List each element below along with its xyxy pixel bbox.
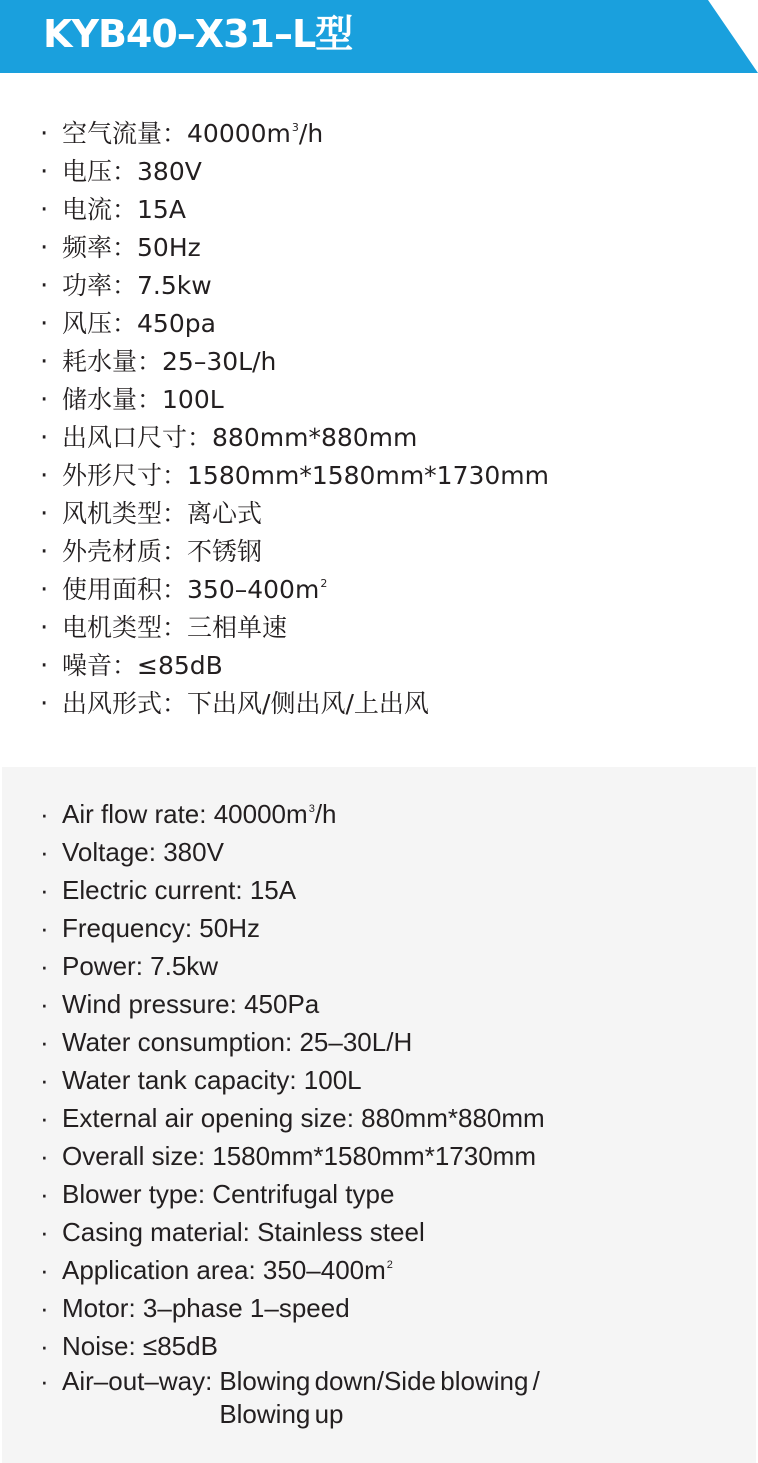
spec-item-air-out-way-cn — [38, 685, 549, 723]
spec-label: 噪音： — [62, 651, 138, 680]
bullet: · — [40, 1255, 49, 1285]
spec-label: 频率： — [62, 233, 138, 262]
bullet: · — [40, 499, 49, 529]
spec-item-casing-material-cn — [38, 533, 549, 571]
spec-item-wind-pressure-cn — [38, 305, 549, 343]
spec-item-air-flow-en — [38, 795, 579, 833]
spec-item-current-en — [38, 871, 579, 909]
spec-value: 40000m — [213, 799, 308, 829]
spec-value: 7.5kw — [137, 271, 212, 300]
spec-label: 出风口尺寸： — [62, 423, 213, 452]
spec-value: 三相单速 — [187, 613, 288, 642]
page-title: KYB40–X31–L型 — [43, 12, 353, 56]
spec-value: 25–30L/h — [162, 347, 277, 376]
spec-label: 外壳材质： — [62, 537, 188, 566]
spec-value: 25–30L/H — [299, 1027, 413, 1057]
spec-value: 450pa — [137, 309, 216, 338]
spec-value: 离心式 — [187, 499, 263, 528]
bullet: · — [40, 989, 49, 1019]
spec-value: 450Pa — [244, 989, 320, 1019]
spec-unit-suffix: /h — [314, 799, 337, 829]
header — [0, 0, 758, 73]
spec-label: Electric current: — [62, 875, 250, 905]
spec-label: 使用面积： — [62, 575, 188, 604]
bullet: · — [40, 575, 49, 605]
spec-value: 380V — [137, 157, 202, 186]
spec-item-application-area-en — [38, 1251, 579, 1289]
spec-value: 3–phase 1–speed — [142, 1293, 350, 1323]
spec-label: Voltage: — [62, 837, 164, 867]
spec-label: Power: — [62, 951, 151, 981]
spec-value: 880mm*880mm — [212, 423, 418, 452]
spec-unit-suffix: /h — [298, 119, 324, 148]
spec-label: Wind pressure: — [62, 989, 245, 1019]
spec-label: 耗水量： — [62, 347, 163, 376]
spec-value: 15A — [137, 195, 186, 224]
spec-label: 储水量： — [62, 385, 163, 414]
spec-label: 出风形式： — [62, 689, 188, 718]
bullet: · — [40, 875, 49, 905]
bullet: · — [40, 1366, 49, 1396]
bullet: · — [40, 651, 49, 681]
spec-item-water-consumption-en — [38, 1023, 579, 1061]
spec-value: ≤85dB — [137, 651, 223, 680]
bullet: · — [40, 613, 49, 643]
bullet: · — [40, 1065, 49, 1095]
bullet: · — [40, 157, 49, 187]
spec-item-power-en — [38, 947, 579, 985]
spec-value: 1580mm*1580mm*1730mm — [212, 1141, 536, 1171]
spec-unit-superscript: 2 — [386, 1259, 393, 1271]
spec-value: Blowing down/Side blowing / Blowing up — [219, 1366, 540, 1429]
bullet: · — [40, 1027, 49, 1057]
bullet: · — [40, 347, 49, 377]
spec-item-overall-size-en — [38, 1137, 579, 1175]
spec-value: Stainless steel — [257, 1217, 425, 1247]
spec-item-blower-type-en — [38, 1175, 579, 1213]
spec-item-noise-en — [38, 1327, 579, 1365]
spec-label: Overall size: — [62, 1141, 213, 1171]
spec-item-outlet-size-en — [38, 1099, 579, 1137]
spec-unit-superscript: 3 — [291, 121, 299, 134]
bullet: · — [40, 1103, 49, 1133]
spec-item-power-cn — [38, 267, 549, 305]
bullet: · — [40, 385, 49, 415]
bullet: · — [40, 913, 49, 943]
bullet: · — [40, 951, 49, 981]
spec-item-noise-cn — [38, 647, 549, 685]
spec-label: Casing material: — [62, 1217, 258, 1247]
spec-value: 下出风/侧出风/上出风 — [187, 689, 429, 718]
spec-section-english — [2, 767, 756, 1463]
spec-unit-superscript: 2 — [320, 577, 328, 590]
spec-label: Noise: — [62, 1331, 143, 1361]
bullet: · — [40, 537, 49, 567]
spec-label: Blower type: — [62, 1179, 213, 1209]
spec-item-water-consumption-cn — [38, 343, 549, 381]
spec-value: 40000m — [187, 119, 291, 148]
spec-list-chinese — [38, 115, 549, 723]
spec-label: Application area: — [62, 1255, 263, 1285]
spec-item-overall-size-cn — [38, 457, 549, 495]
spec-item-casing-material-en — [38, 1213, 579, 1251]
spec-value: 50Hz — [137, 233, 201, 262]
bullet: · — [40, 461, 49, 491]
bullet: · — [40, 837, 49, 867]
spec-item-air-flow-cn — [38, 115, 549, 153]
spec-value: 380V — [163, 837, 224, 867]
spec-label: 空气流量： — [62, 119, 188, 148]
spec-value: ≤85dB — [142, 1331, 218, 1361]
spec-label: 外形尺寸： — [62, 461, 188, 490]
spec-section-chinese — [2, 73, 756, 767]
spec-value: 50Hz — [199, 913, 260, 943]
spec-unit-superscript: 3 — [308, 803, 315, 815]
spec-label: Air flow rate: — [62, 799, 214, 829]
spec-item-air-out-way-en — [38, 1365, 579, 1431]
bullet: · — [40, 1179, 49, 1209]
bullet: · — [40, 1293, 49, 1323]
bullet: · — [40, 799, 49, 829]
bullet: · — [40, 1217, 49, 1247]
spec-value: 350–400m — [262, 1255, 386, 1285]
spec-value: 350–400m — [187, 575, 320, 604]
spec-label: Frequency: — [62, 913, 200, 943]
spec-value: 7.5kw — [150, 951, 219, 981]
spec-label: 风机类型： — [62, 499, 188, 528]
spec-item-current-cn — [38, 191, 549, 229]
spec-label: 功率： — [62, 271, 138, 300]
bullet: · — [40, 1141, 49, 1171]
spec-label: Air–out–way: — [62, 1366, 213, 1396]
spec-item-water-tank-en — [38, 1061, 579, 1099]
spec-item-outlet-size-cn — [38, 419, 549, 457]
spec-item-water-storage-cn — [38, 381, 549, 419]
spec-label: Water tank capacity: — [62, 1065, 304, 1095]
spec-value: 不锈钢 — [187, 537, 263, 566]
spec-item-voltage-en — [38, 833, 579, 871]
bullet: · — [40, 423, 49, 453]
spec-label: Motor: — [62, 1293, 143, 1323]
bullet: · — [40, 271, 49, 301]
spec-value: 15A — [249, 875, 297, 905]
spec-label: External air opening size: — [62, 1103, 362, 1133]
spec-label: 电机类型： — [62, 613, 188, 642]
spec-item-motor-type-cn — [38, 609, 549, 647]
spec-label: 电流： — [62, 195, 138, 224]
spec-value: 880mm*880mm — [361, 1103, 545, 1133]
bullet: · — [40, 309, 49, 339]
spec-item-voltage-cn — [38, 153, 549, 191]
spec-list-english — [38, 795, 579, 1431]
spec-label: 电压： — [62, 157, 138, 186]
bullet: · — [40, 1331, 49, 1361]
spec-label: 风压： — [62, 309, 138, 338]
spec-value: 100L — [303, 1065, 362, 1095]
spec-value: 1580mm*1580mm*1730mm — [187, 461, 550, 490]
spec-item-frequency-en — [38, 909, 579, 947]
spec-label: Water consumption: — [62, 1027, 300, 1057]
spec-item-motor-en — [38, 1289, 579, 1327]
bullet: · — [40, 195, 49, 225]
spec-value: 100L — [162, 385, 224, 414]
bullet: · — [40, 119, 49, 149]
spec-item-wind-pressure-en — [38, 985, 579, 1023]
spec-item-application-area-cn — [38, 571, 549, 609]
spec-item-frequency-cn — [38, 229, 549, 267]
bullet: · — [40, 689, 49, 719]
spec-value: Centrifugal type — [212, 1179, 395, 1209]
spec-item-blower-type-cn — [38, 495, 549, 533]
bullet: · — [40, 233, 49, 263]
